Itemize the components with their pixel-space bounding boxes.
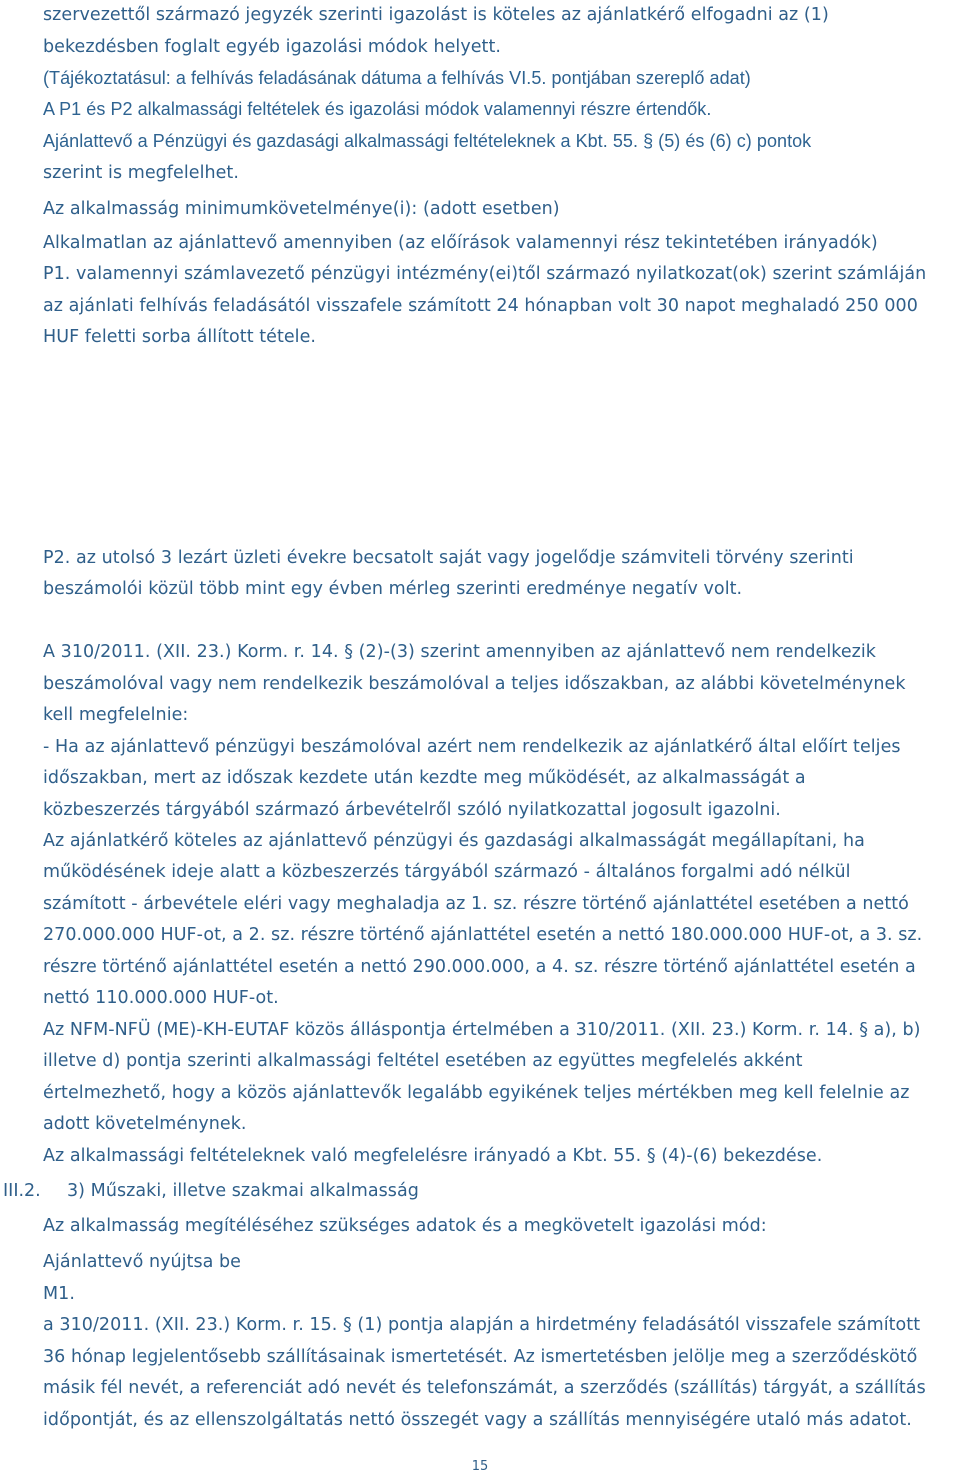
text-line: értelmezhető, hogy a közös ajánlattevők legalább egyikének teljes mértékben meg kell felelnie az xyxy=(43,1083,910,1103)
text-line: adott követelménynek. xyxy=(43,1114,247,1134)
text-line: M1. xyxy=(43,1284,75,1304)
text-line: időszakban, mert az időszak kezdete után kezdte meg működését, az alkalmasságát a xyxy=(43,768,806,788)
text-line: számított - árbevétele eléri vagy meghaladja az 1. sz. részre történő ajánlattétel esetében a nettó xyxy=(43,894,909,914)
section-heading: 3) Műszaki, illetve szakmai alkalmasság xyxy=(67,1181,419,1201)
text-line: nettó 110.000.000 HUF-ot. xyxy=(43,988,279,1008)
text-line: A P1 és P2 alkalmassági feltételek és igazolási módok valamennyi részre értendők. xyxy=(43,99,712,119)
page-number: 15 xyxy=(471,1459,489,1474)
text-line: Alkalmatlan az ajánlattevő amennyiben (az előírások valamennyi rész tekintetében irányadók) xyxy=(43,233,878,253)
text-line: A 310/2011. (XII. 23.) Korm. r. 14. § (2)-(3) szerint amennyiben az ajánlattevő nem rendelkezik xyxy=(43,642,876,662)
text-line: kell megfelelnie: xyxy=(43,705,189,725)
text-line: Az alkalmasság minimumkövetelménye(i): (adott esetben) xyxy=(43,199,560,219)
text-line: P1. valamennyi számlavezető pénzügyi intézmény(ei)től származó nyilatkozat(ok) szerint számláján xyxy=(43,264,927,284)
text-line: - Ha az ajánlattevő pénzügyi beszámolóval azért nem rendelkezik az ajánlatkérő által előírt teljes xyxy=(43,737,901,757)
section-number: III.2. xyxy=(3,1181,41,1201)
text-line: 270.000.000 HUF-ot, a 2. sz. részre történő ajánlattétel esetén a nettó 180.000.000 HUF-ot, a 3. sz. xyxy=(43,925,923,945)
text-line: bekezdésben foglalt egyéb igazolási módok helyett. xyxy=(43,37,501,57)
text-line: beszámolóval vagy nem rendelkezik beszámolóval a teljes időszakban, az alábbi követelménynek xyxy=(43,674,906,694)
text-line: 36 hónap legjelentősebb szállításainak ismertetését. Az ismertetésben jelölje meg a szerződéskötő xyxy=(43,1347,918,1367)
text-line: az ajánlati felhívás feladásától visszafele számított 24 hónapban volt 30 napot meghaladó 250 000 xyxy=(43,296,918,316)
text-line: működésének ideje alatt a közbeszerzés tárgyából származó - általános forgalmi adó nélkül xyxy=(43,862,851,882)
text-line: közbeszerzés tárgyából származó árbevételről szóló nyilatkozattal jogosult igazolni. xyxy=(43,800,781,820)
text-line: (Tájékoztatásul: a felhívás feladásának dátuma a felhívás VI.5. pontjában szereplő adat) xyxy=(43,68,751,88)
text-line: Az alkalmasság megítéléséhez szükséges adatok és a megkövetelt igazolási mód: xyxy=(43,1216,767,1236)
text-line: a 310/2011. (XII. 23.) Korm. r. 15. § (1) pontja alapján a hirdetmény feladásától visszafele számított xyxy=(43,1315,921,1335)
text-line: beszámolói közül több mint egy évben mérleg szerinti eredménye negatív volt. xyxy=(43,579,743,599)
text-line: szerint is megfelelhet. xyxy=(43,163,239,183)
text-line: HUF feletti sorba állított tétele. xyxy=(43,327,317,347)
text-line: illetve d) pontja szerinti alkalmassági feltétel esetében az együttes megfelelés akként xyxy=(43,1051,803,1071)
text-line: Ajánlattevő a Pénzügyi és gazdasági alkalmassági feltételeknek a Kbt. 55. § (5) és (6) c) pontok xyxy=(43,131,812,151)
text-line: Az ajánlatkérő köteles az ajánlattevő pénzügyi és gazdasági alkalmasságát megállapítani, ha xyxy=(43,831,865,851)
text-line: Az NFM-NFÜ (ME)-KH-EUTAF közös álláspontja értelmében a 310/2011. (XII. 23.) Korm. r. 14. § a), b) xyxy=(43,1020,921,1040)
text-line: másik fél nevét, a referenciát adó nevét és telefonszámát, a szerződés (szállítás) tárgyát, a szállítás xyxy=(43,1378,926,1398)
text-line: időpontját, és az ellenszolgáltatás nettó összegét vagy a szállítás mennyiségére utaló más adatot. xyxy=(43,1410,912,1430)
text-line: szervezettől származó jegyzék szerinti igazolást is köteles az ajánlatkérő elfogadni az (1) xyxy=(43,5,829,25)
text-line: P2. az utolsó 3 lezárt üzleti évekre becsatolt saját vagy jogelődje számviteli törvény szerinti xyxy=(43,548,854,568)
text-line: Ajánlattevő nyújtsa be xyxy=(43,1252,241,1272)
text-line: Az alkalmassági feltételeknek való megfelelésre irányadó a Kbt. 55. § (4)-(6) bekezdése. xyxy=(43,1146,823,1166)
text-line: részre történő ajánlattétel esetén a nettó 290.000.000, a 4. sz. részre történő ajánlattétel esetén a xyxy=(43,957,916,977)
